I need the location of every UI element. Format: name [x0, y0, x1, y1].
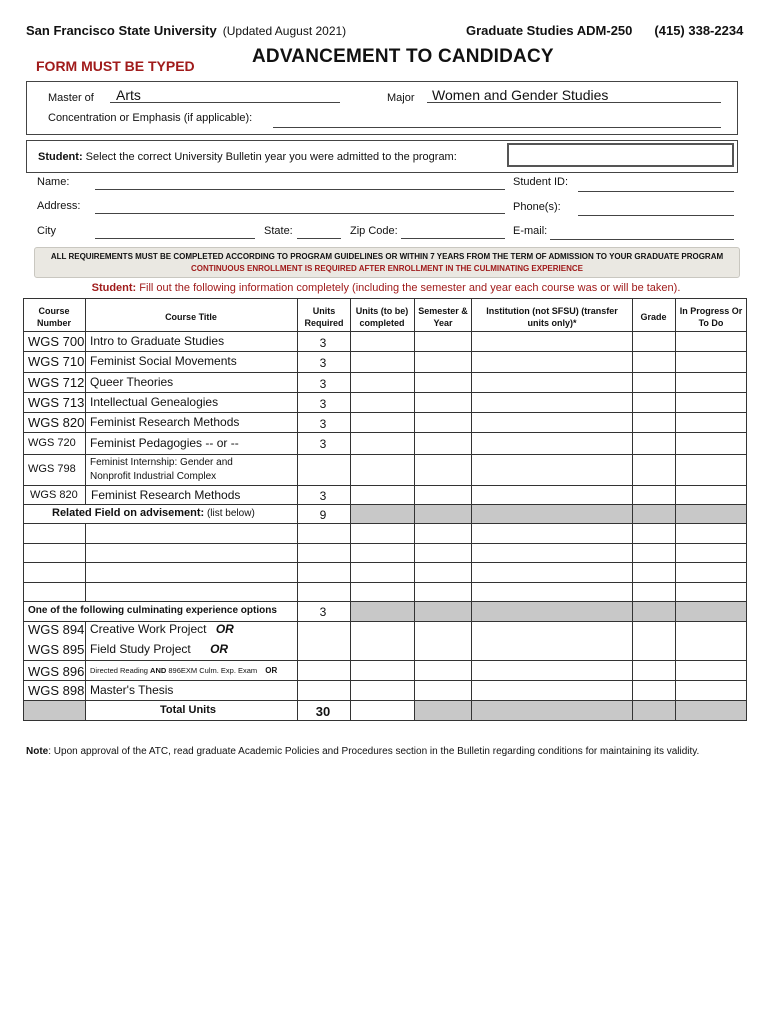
course-number: WGS 798	[28, 463, 76, 475]
requirements-line-1: ALL REQUIREMENTS MUST BE COMPLETED ACCORDING TO PROGRAM GUIDELINES OR WITHIN 7 YEARS FROM THE TERM OF ADMISSION TO YOUR GRADUATE PROGRAM	[50, 252, 724, 261]
bulletin-prompt	[38, 151, 457, 163]
course-title: Intro to Graduate Studies	[90, 334, 225, 348]
option-title: Creative Work Project	[90, 622, 207, 636]
course-title: Master's Thesis	[90, 683, 174, 697]
course-title: Queer Theories	[90, 375, 174, 389]
related-field-label	[52, 507, 255, 519]
course-title	[90, 622, 234, 636]
related-units: 9	[319, 508, 327, 522]
course-number: WGS 712	[28, 375, 85, 390]
table-instruction	[26, 282, 746, 294]
name-label: Name:	[37, 176, 70, 188]
header-institution: Institution (not SFSU) (transfer units only)*	[486, 306, 618, 328]
header-units-completed: Units (to be) completed	[355, 306, 409, 328]
master-of-field[interactable]	[110, 86, 340, 103]
option-or: OR	[265, 666, 278, 675]
units-required: 3	[319, 356, 327, 370]
option-or: OR	[210, 642, 229, 656]
course-number: WGS 894	[28, 622, 85, 637]
course-number: WGS 896	[28, 664, 85, 679]
email-label: E-mail:	[513, 225, 548, 237]
concentration-field[interactable]	[273, 110, 721, 128]
state-label: State:	[264, 225, 293, 237]
course-number: WGS 700	[28, 334, 85, 349]
option-title: Field Study Project	[90, 642, 191, 656]
email-field[interactable]	[550, 224, 734, 240]
course-number: WGS 895	[28, 642, 85, 657]
course-number: WGS 713	[28, 395, 85, 410]
units-required: 3	[319, 417, 327, 431]
total-gray-right	[414, 700, 747, 720]
zip-label: Zip Code:	[350, 225, 398, 237]
city-label: City	[37, 225, 56, 237]
units-required: 3	[319, 336, 327, 350]
option-or: OR	[215, 622, 234, 636]
related-field-note: (list below)	[204, 508, 255, 519]
course-title: Feminist Internship: Gender and Nonprofit Industrial Complex	[90, 457, 233, 482]
culminating-units: 3	[319, 605, 327, 619]
header-units-required: Units Required	[304, 306, 344, 328]
total-units-value: 30	[315, 704, 331, 719]
phones-label: Phone(s):	[513, 201, 561, 213]
culminating-label: One of the following culminating experience options	[28, 605, 277, 616]
course-number: WGS 820	[30, 489, 78, 501]
culminating-gray-fill	[350, 601, 747, 621]
form-id: Graduate Studies ADM-250	[466, 23, 633, 38]
option-title-c: 896EXM Culm. Exp. Exam	[166, 666, 258, 675]
course-title: Intellectual Genealogies	[90, 395, 219, 409]
footer-note	[26, 746, 699, 757]
course-title	[90, 666, 277, 675]
course-title	[90, 642, 228, 656]
student-id-label: Student ID:	[513, 176, 569, 188]
zip-field[interactable]	[401, 224, 505, 239]
course-title: Feminist Research Methods	[90, 415, 240, 429]
instruction-student-label: Student:	[91, 282, 137, 294]
note-text: : Upon approval of the ATC, read graduate Academic Policies and Procedures section in the Bulletin regarding conditions for maintaining its validity.	[48, 746, 700, 757]
student-id-field[interactable]	[578, 176, 734, 192]
form-header-right	[466, 23, 743, 38]
units-required: 3	[319, 489, 327, 503]
bulletin-text: Select the correct University Bulletin year you were admitted to the program:	[82, 151, 457, 163]
course-number: WGS 710	[28, 354, 85, 369]
office-phone: (415) 338-2234	[654, 23, 744, 38]
course-title: Feminist Social Movements	[90, 354, 237, 368]
form-must-be-typed: FORM MUST BE TYPED	[36, 58, 195, 74]
instruction-text: Fill out the following information completely (including the semester and year each course was or will be taken).	[136, 282, 681, 294]
course-title: Feminist Research Methods	[91, 488, 241, 502]
course-title: Feminist Pedagogies -- or --	[90, 436, 239, 450]
units-required: 3	[319, 397, 327, 411]
name-field[interactable]	[95, 176, 505, 190]
university-name	[26, 23, 346, 38]
option-title-and: AND	[150, 666, 167, 675]
units-required: 3	[319, 377, 327, 391]
bulletin-student-label: Student:	[38, 151, 83, 163]
total-gray-left	[23, 700, 85, 720]
major-label: Major	[387, 92, 415, 104]
course-number: WGS 820	[28, 415, 85, 430]
note-label: Note	[26, 746, 49, 757]
master-of-value: Arts	[116, 87, 141, 103]
units-required: 3	[319, 437, 327, 451]
master-of-label: Master of	[48, 92, 94, 104]
requirements-line-2: CONTINUOUS ENROLLMENT IS REQUIRED AFTER ENROLLMENT IN THE CULMINATING EXPERIENCE	[190, 264, 583, 273]
university-label: San Francisco State University	[26, 23, 217, 38]
address-field[interactable]	[95, 200, 505, 214]
header-course-title: Course Title	[165, 312, 217, 322]
header-grade: Grade	[640, 312, 667, 322]
header-semester-year: Semester & Year	[418, 306, 468, 328]
city-field[interactable]	[95, 224, 255, 239]
page-title: ADVANCEMENT TO CANDIDACY	[252, 46, 554, 67]
state-field[interactable]	[297, 224, 341, 239]
header-course-number: Course Number	[36, 306, 71, 328]
requirements-banner	[34, 247, 740, 278]
updated-date: (Updated August 2021)	[222, 24, 347, 38]
course-number: WGS 720	[28, 437, 76, 449]
phones-field[interactable]	[578, 200, 734, 216]
option-title-a: Directed Reading	[90, 666, 151, 675]
course-number: WGS 898	[28, 683, 85, 698]
related-field-bold: Related Field on advisement:	[52, 507, 205, 519]
related-gray-fill	[350, 504, 747, 523]
header-in-progress: In Progress Or To Do	[679, 306, 743, 328]
concentration-label: Concentration or Emphasis (if applicable):	[48, 112, 253, 124]
bulletin-year-field[interactable]	[507, 143, 734, 167]
major-value: Women and Gender Studies	[432, 87, 609, 103]
total-units-label: Total Units	[160, 704, 217, 716]
address-label: Address:	[37, 200, 81, 212]
